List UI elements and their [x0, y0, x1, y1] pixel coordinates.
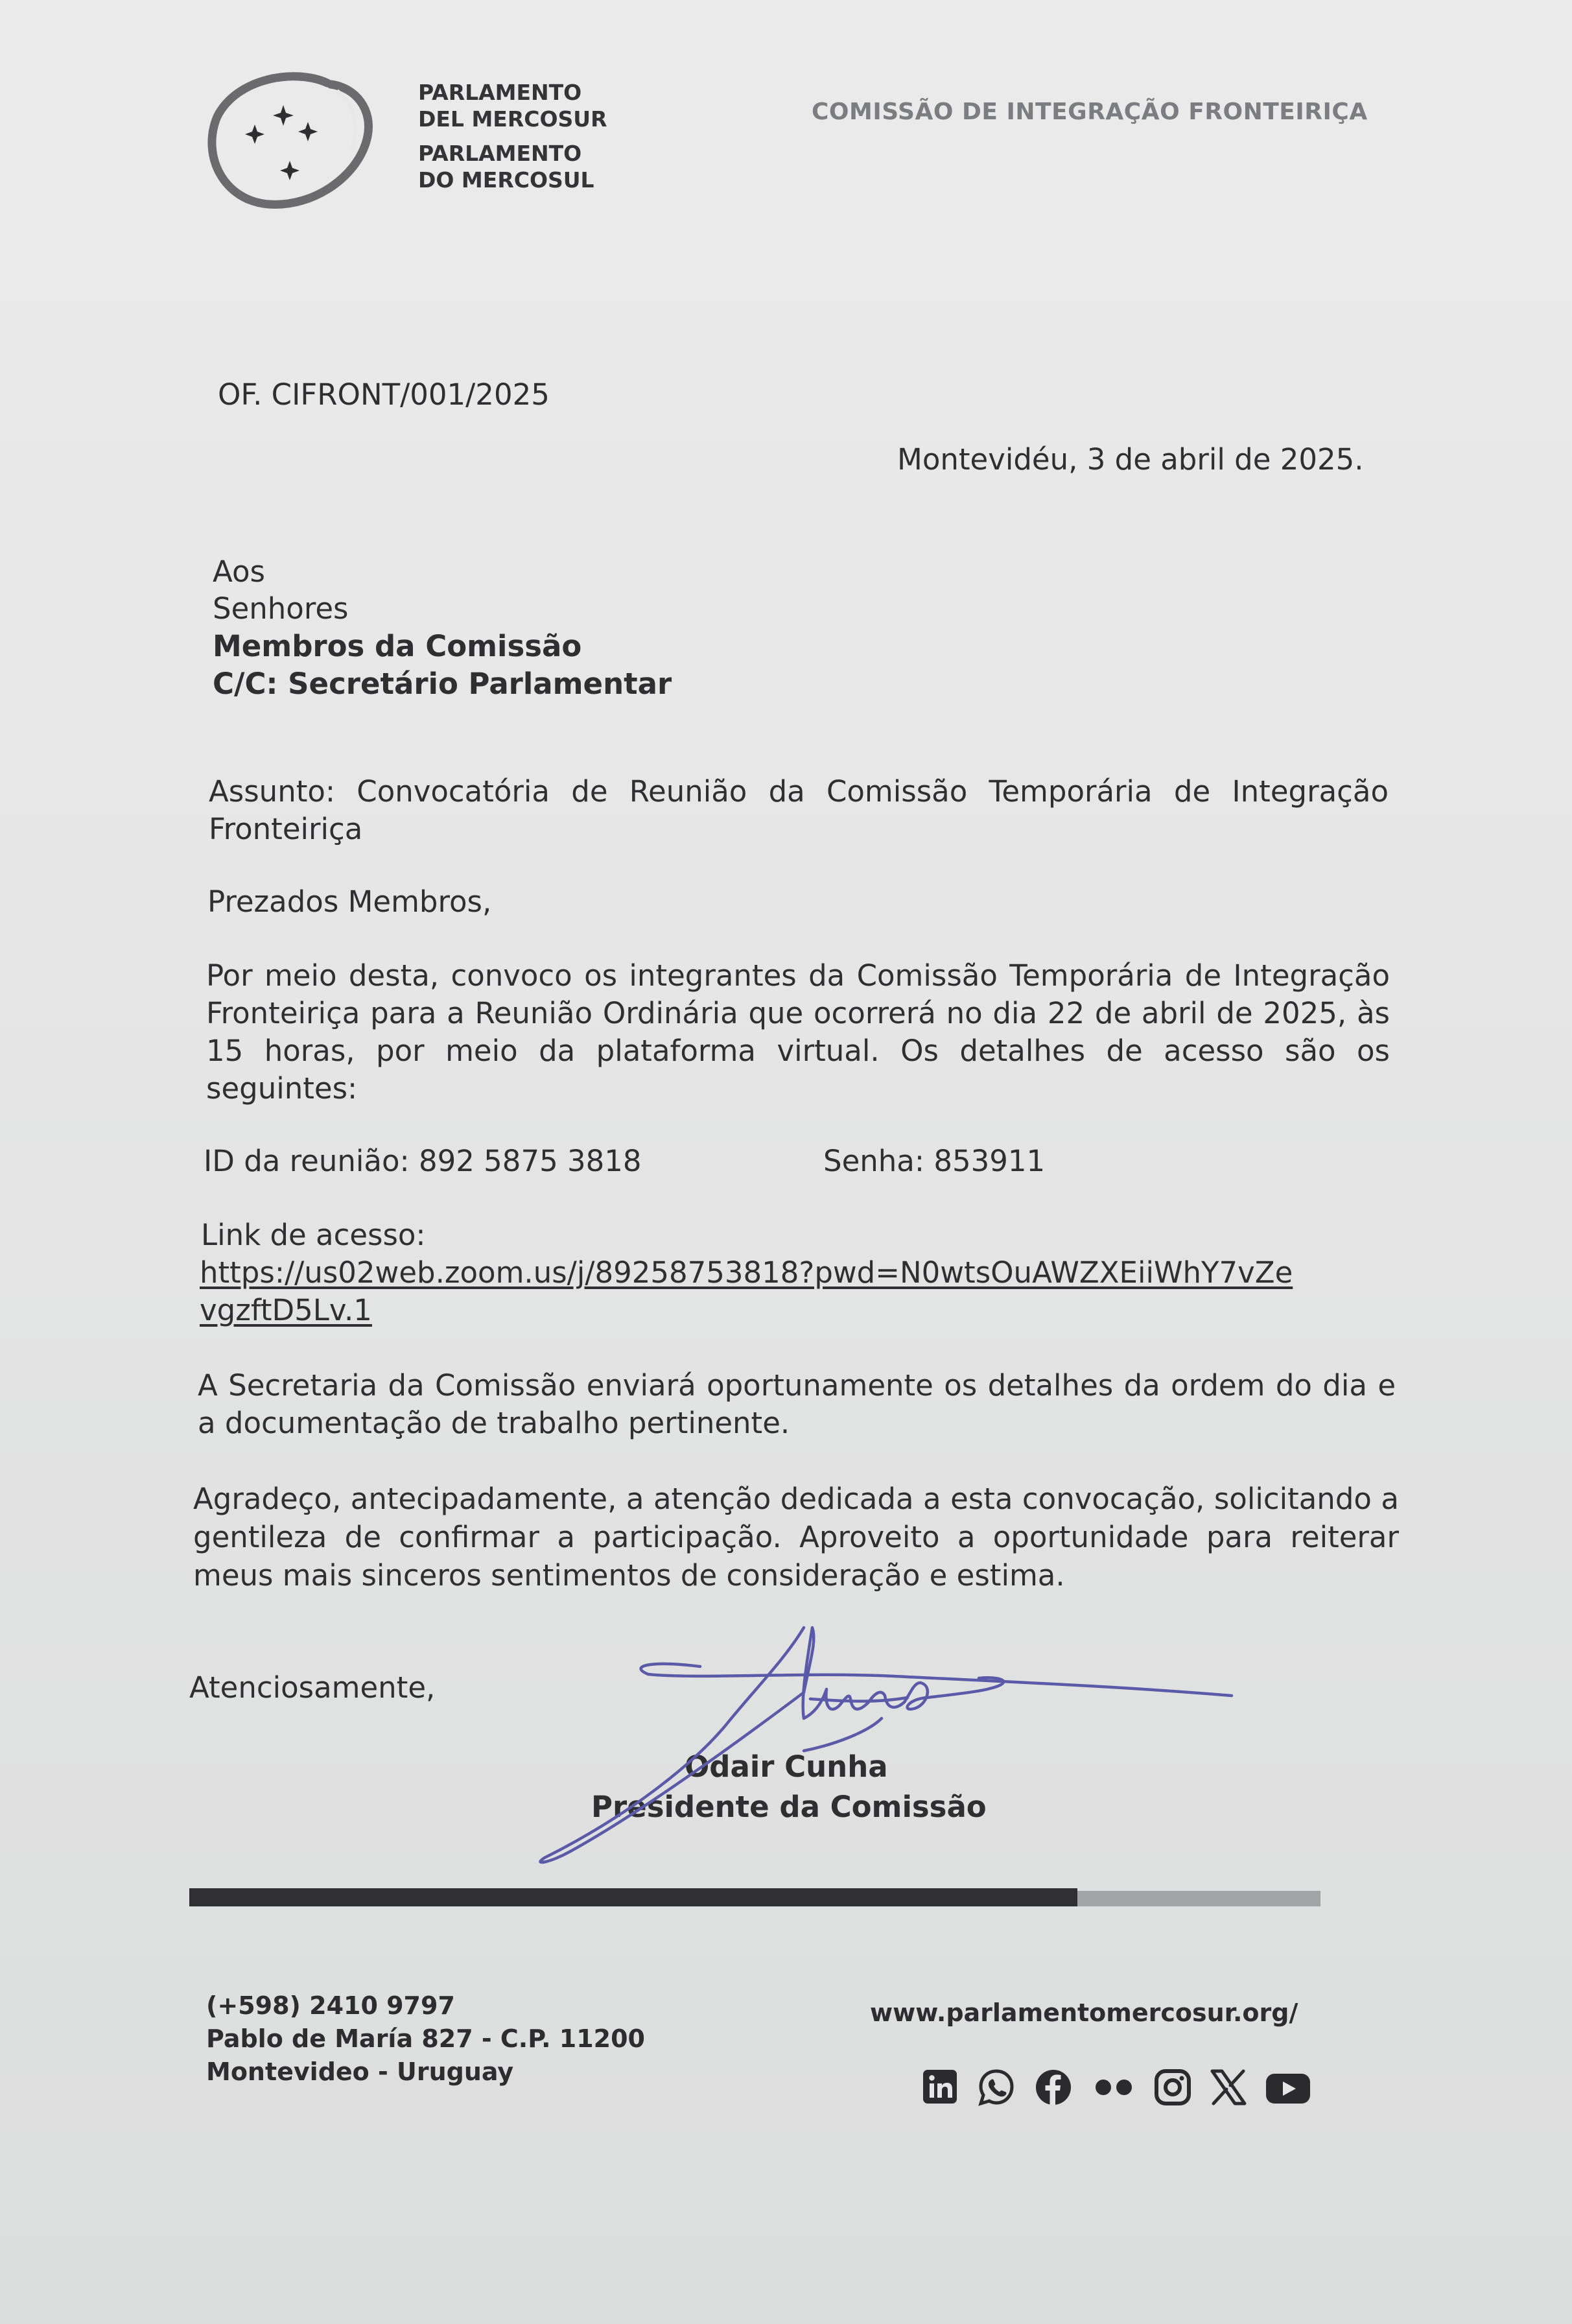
handwritten-signature [532, 1621, 1258, 1880]
footer-divider-light [1077, 1891, 1320, 1906]
whatsapp-icon[interactable] [976, 2067, 1016, 2107]
org-line-3: PARLAMENTO [418, 141, 582, 166]
closing: Atenciosamente, [189, 1670, 436, 1705]
signer-name: Odair Cunha [685, 1749, 888, 1784]
org-line-4: DO MERCOSUL [418, 167, 594, 193]
meeting-password: Senha: 853911 [823, 1144, 1046, 1178]
footer-address: Pablo de María 827 - C.P. 11200 [206, 2024, 645, 2053]
subject-line: Assunto: Convocatória de Reunião da Comissão Temporária de Integração Fronteiriça [209, 774, 1389, 846]
recipient-line-1: Aos [213, 554, 265, 589]
meeting-link-line-2[interactable]: vgzftD5Lv.1 [200, 1293, 372, 1327]
paragraph-convocation: Por meio desta, convoco os integrantes da Comissão Temporária de Integração Fronteiriça para a Reunião Ordinária que ocorrerá no dia 22 de abril de 2025, às 15 horas, por meio da plataforma virtual. Os detalhes de acesso são os seguintes: [206, 958, 1390, 1106]
footer-city: Montevideo - Uruguay [206, 2057, 514, 2086]
flickr-icon[interactable] [1090, 2067, 1140, 2107]
greeting: Prezados Membros, [207, 884, 492, 919]
paragraph-thanks: Agradeço, antecipadamente, a atenção dedicada a esta convocação, solicitando a gentileza de confirmar a participação. Aproveito a oportunidade para reiterar meus mais sinceros sentimentos de consideração e estima. [193, 1482, 1399, 1593]
x-icon[interactable] [1208, 2067, 1249, 2107]
signer-title: Presidente da Comissão [591, 1790, 987, 1824]
meeting-id: ID da reunião: 892 5875 3818 [204, 1144, 642, 1178]
footer-website-link[interactable]: www.parlamentomercosur.org/ [870, 1998, 1298, 2027]
organization-name [418, 79, 690, 193]
linkedin-icon[interactable] [921, 2067, 959, 2106]
facebook-icon[interactable] [1033, 2067, 1073, 2107]
document-reference: OF. CIFRONT/001/2025 [218, 377, 550, 412]
mercosur-logo-icon [198, 65, 379, 214]
instagram-icon[interactable] [1153, 2067, 1193, 2107]
footer-phone: (+598) 2410 9797 [206, 1991, 455, 2020]
paragraph-secretariat: A Secretaria da Comissão enviará oportunamente os detalhes da ordem do dia e a documentação de trabalho pertinente. [198, 1368, 1396, 1440]
recipient-line-4: C/C: Secretário Parlamentar [213, 667, 672, 701]
document-date: Montevidéu, 3 de abril de 2025. [897, 442, 1364, 477]
recipient-line-3: Membros da Comissão [213, 629, 582, 663]
social-icons [921, 2067, 1316, 2111]
meeting-link-line-1[interactable]: https://us02web.zoom.us/j/89258753818?pwd=N0wtsOuAWZXEiiWhY7vZe [200, 1255, 1293, 1290]
commission-title: COMISSÃO DE INTEGRAÇÃO FRONTEIRIÇA [812, 99, 1368, 125]
youtube-icon[interactable] [1264, 2067, 1312, 2107]
footer-contact [206, 1989, 645, 2089]
org-line-2: DEL MERCOSUR [418, 106, 607, 132]
recipient-line-2: Senhores [213, 591, 349, 626]
link-label: Link de acesso: [201, 1218, 426, 1252]
org-line-1: PARLAMENTO [418, 80, 582, 105]
footer-divider-dark [189, 1888, 1077, 1906]
